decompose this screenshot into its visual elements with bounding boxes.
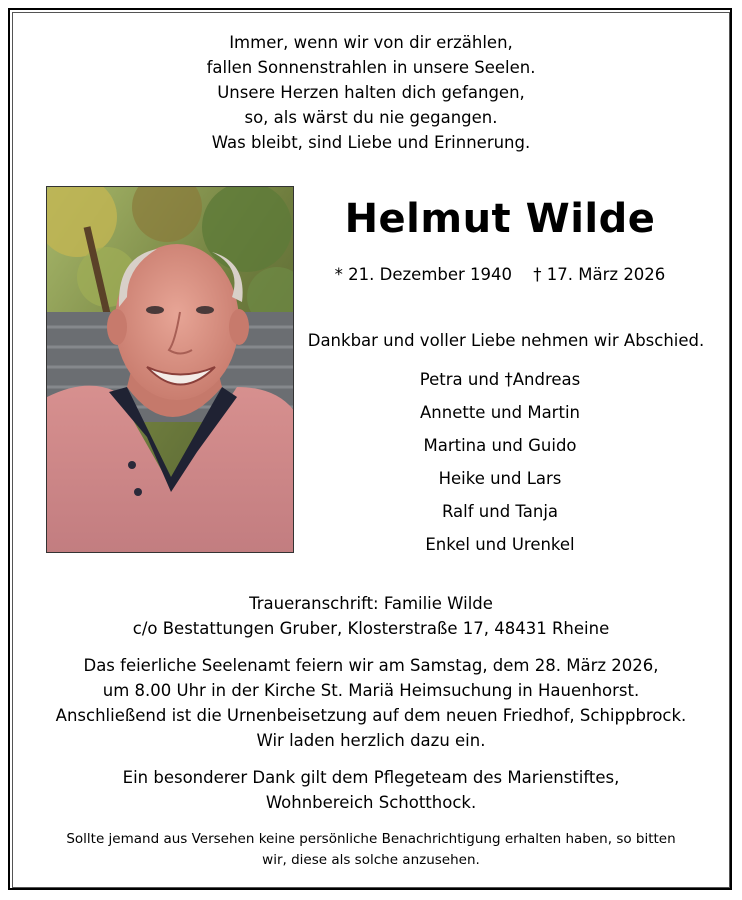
farewell-text: Dankbar und voller Liebe nehmen wir Abschied. [307,331,705,350]
service-line: um 8.00 Uhr in der Kirche St. Mariä Heimsuchung in Hauenhorst. [102,681,640,700]
death-date: † 17. März 2026 [533,265,666,284]
poem-line: so, als wärst du nie gegangen. [244,108,498,127]
deceased-name: Helmut Wilde [344,196,656,242]
note-line: wir, diese als solche anzusehen. [262,852,480,868]
mourner-item: Martina und Guido [423,436,577,455]
mourner-item: Ralf und Tanja [441,502,559,521]
mourner-item: Annette und Martin [420,403,580,422]
poem-line: fallen Sonnenstrahlen in unsere Seelen. [206,58,536,77]
thanks-line: Ein besonderer Dank gilt dem Pflegeteam des Marienstiftes, [122,768,620,787]
life-dates [300,265,700,284]
mourner-item: Heike und Lars [438,469,562,488]
mourner-item: Petra und †Andreas [419,370,581,389]
birth-date: * 21. Dezember 1940 [334,265,513,284]
thanks-text [0,765,742,815]
portrait-photo [46,186,294,553]
thanks-line: Wohnbereich Schotthock. [265,793,477,812]
service-line: Das feierliche Seelenamt feiern wir am Samstag, dem 28. März 2026, [83,656,659,675]
poem-line: Was bleibt, sind Liebe und Erinnerung. [211,133,531,152]
service-line: Wir laden herzlich dazu ein. [256,731,486,750]
notification-note [0,829,742,871]
mourner-item: Enkel und Urenkel [425,535,575,554]
mourners-list [300,367,700,565]
service-line: Anschließend ist die Urnenbeisetzung auf dem neuen Friedhof, Schippbrock. [55,706,687,725]
service-info [0,653,742,753]
address-line: Traueranschrift: Familie Wilde [249,594,493,613]
poem-line: Immer, wenn wir von dir erzählen, [229,33,513,52]
poem [0,30,742,155]
address-line: c/o Bestattungen Gruber, Klosterstraße 17, 48431 Rheine [132,619,610,638]
poem-line: Unsere Herzen halten dich gefangen, [217,83,525,102]
note-line: Sollte jemand aus Versehen keine persönliche Benachrichtigung erhalten haben, so bitten [66,831,676,847]
mourning-address [0,591,742,641]
